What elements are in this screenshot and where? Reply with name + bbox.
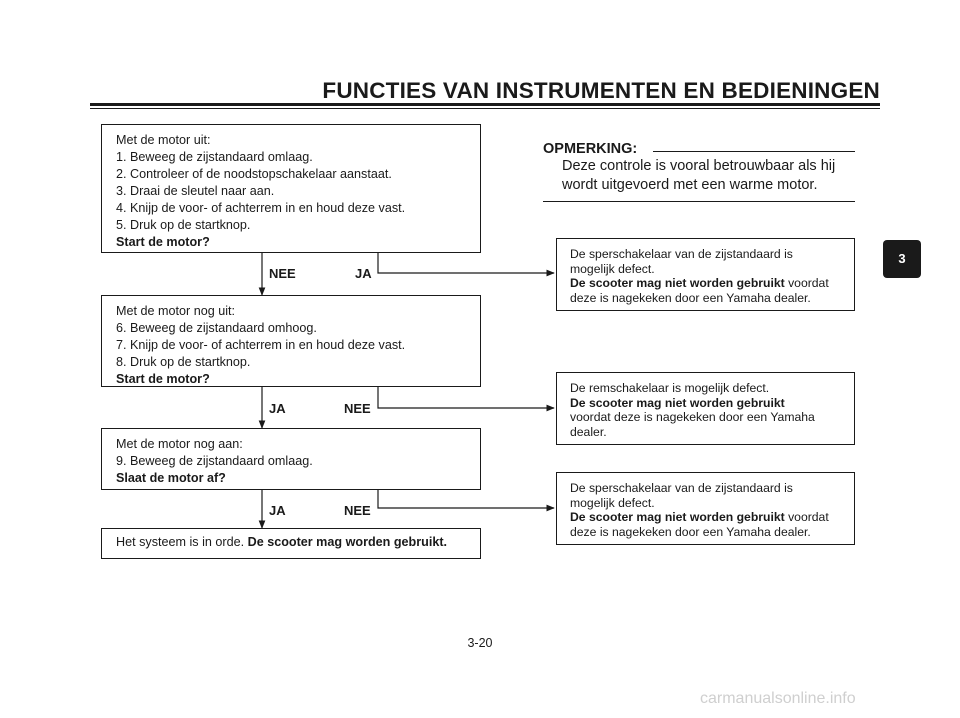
note-line: Deze controle is vooral betrouwbaar als hij — [562, 158, 836, 174]
result1-after: voordat — [784, 276, 829, 290]
page-title: FUNCTIES VAN INSTRUMENTEN EN BEDIENINGEN — [322, 78, 880, 103]
result2-line: dealer. — [570, 424, 607, 439]
final-bold: De scooter mag worden gebruikt. — [247, 535, 448, 549]
box1-line: 2. Controleer of de noodstopschakelaar aanstaat. — [116, 167, 392, 181]
result2-bold: De scooter mag niet worden gebruikt — [570, 395, 785, 410]
chapter-tab: 3 — [883, 240, 921, 278]
final-text: Het systeem is in orde. — [116, 535, 245, 549]
arrow-box1-to-result1 — [378, 253, 554, 273]
flow-step-box-1 — [101, 124, 481, 253]
result3-line: mogelijk defect. — [570, 495, 655, 510]
label-ja: JA — [269, 401, 286, 416]
note-rule-bottom — [543, 201, 855, 202]
box1-line: 3. Draai de sleutel naar aan. — [116, 184, 275, 198]
result-box-1 — [556, 238, 855, 311]
arrow-box3-to-result3 — [378, 490, 554, 508]
result-box-3 — [556, 472, 855, 545]
arrow-box2-to-result2 — [378, 387, 554, 408]
result2-line: De remschakelaar is mogelijk defect. — [570, 381, 770, 395]
box3-line: 9. Beweeg de zijstandaard omlaag. — [116, 454, 313, 468]
result3-after: voordat — [784, 510, 829, 524]
result1-bold: De scooter mag niet worden gebruikt — [570, 276, 785, 290]
box2-line: 7. Knijp de voor- of achterrem in en houd deze vast. — [116, 338, 406, 352]
watermark: carmanualsonline.info — [700, 690, 856, 707]
label-ja: JA — [269, 503, 286, 518]
box1-line: 4. Knijp de voor- of achterrem in en houd deze vast. — [116, 201, 406, 215]
note-text — [562, 157, 835, 195]
flow-final-box — [101, 528, 481, 559]
label-nee: NEE — [269, 266, 296, 281]
box2-line: Met de motor nog uit: — [116, 304, 236, 318]
note-line: wordt uitgevoerd met een warme motor. — [562, 177, 818, 193]
result1-line: deze is nagekeken door een Yamaha dealer. — [570, 290, 811, 305]
box2-line: 8. Druk op de startknop. — [116, 355, 251, 369]
label-nee: NEE — [344, 503, 371, 518]
box1-question: Start de motor? — [116, 235, 210, 249]
result1-line: mogelijk defect. — [570, 261, 655, 276]
label-nee: NEE — [344, 401, 371, 416]
label-ja: JA — [355, 266, 372, 281]
result3-line: deze is nagekeken door een Yamaha dealer. — [570, 524, 811, 539]
page-number: 3-20 — [467, 636, 493, 650]
result3-line: De sperschakelaar van de zijstandaard is — [570, 481, 793, 495]
box1-line: 1. Beweeg de zijstandaard omlaag. — [116, 150, 313, 164]
box1-line: Met de motor uit: — [116, 133, 211, 147]
result3-bold: De scooter mag niet worden gebruikt — [570, 510, 785, 524]
box2-question: Start de motor? — [116, 372, 210, 386]
flow-step-box-3 — [101, 428, 481, 490]
note-rule-top — [653, 151, 855, 152]
box3-question: Slaat de motor af? — [116, 471, 226, 485]
box2-line: 6. Beweeg de zijstandaard omhoog. — [116, 321, 317, 335]
result-box-2 — [556, 372, 855, 445]
box1-line: 5. Druk op de startknop. — [116, 218, 251, 232]
result2-line: voordat deze is nagekeken door een Yamaha — [570, 410, 815, 424]
note-heading: OPMERKING: — [543, 141, 638, 157]
box3-line: Met de motor nog aan: — [116, 437, 243, 451]
flow-step-box-2 — [101, 295, 481, 387]
result1-line: De sperschakelaar van de zijstandaard is — [570, 247, 793, 261]
